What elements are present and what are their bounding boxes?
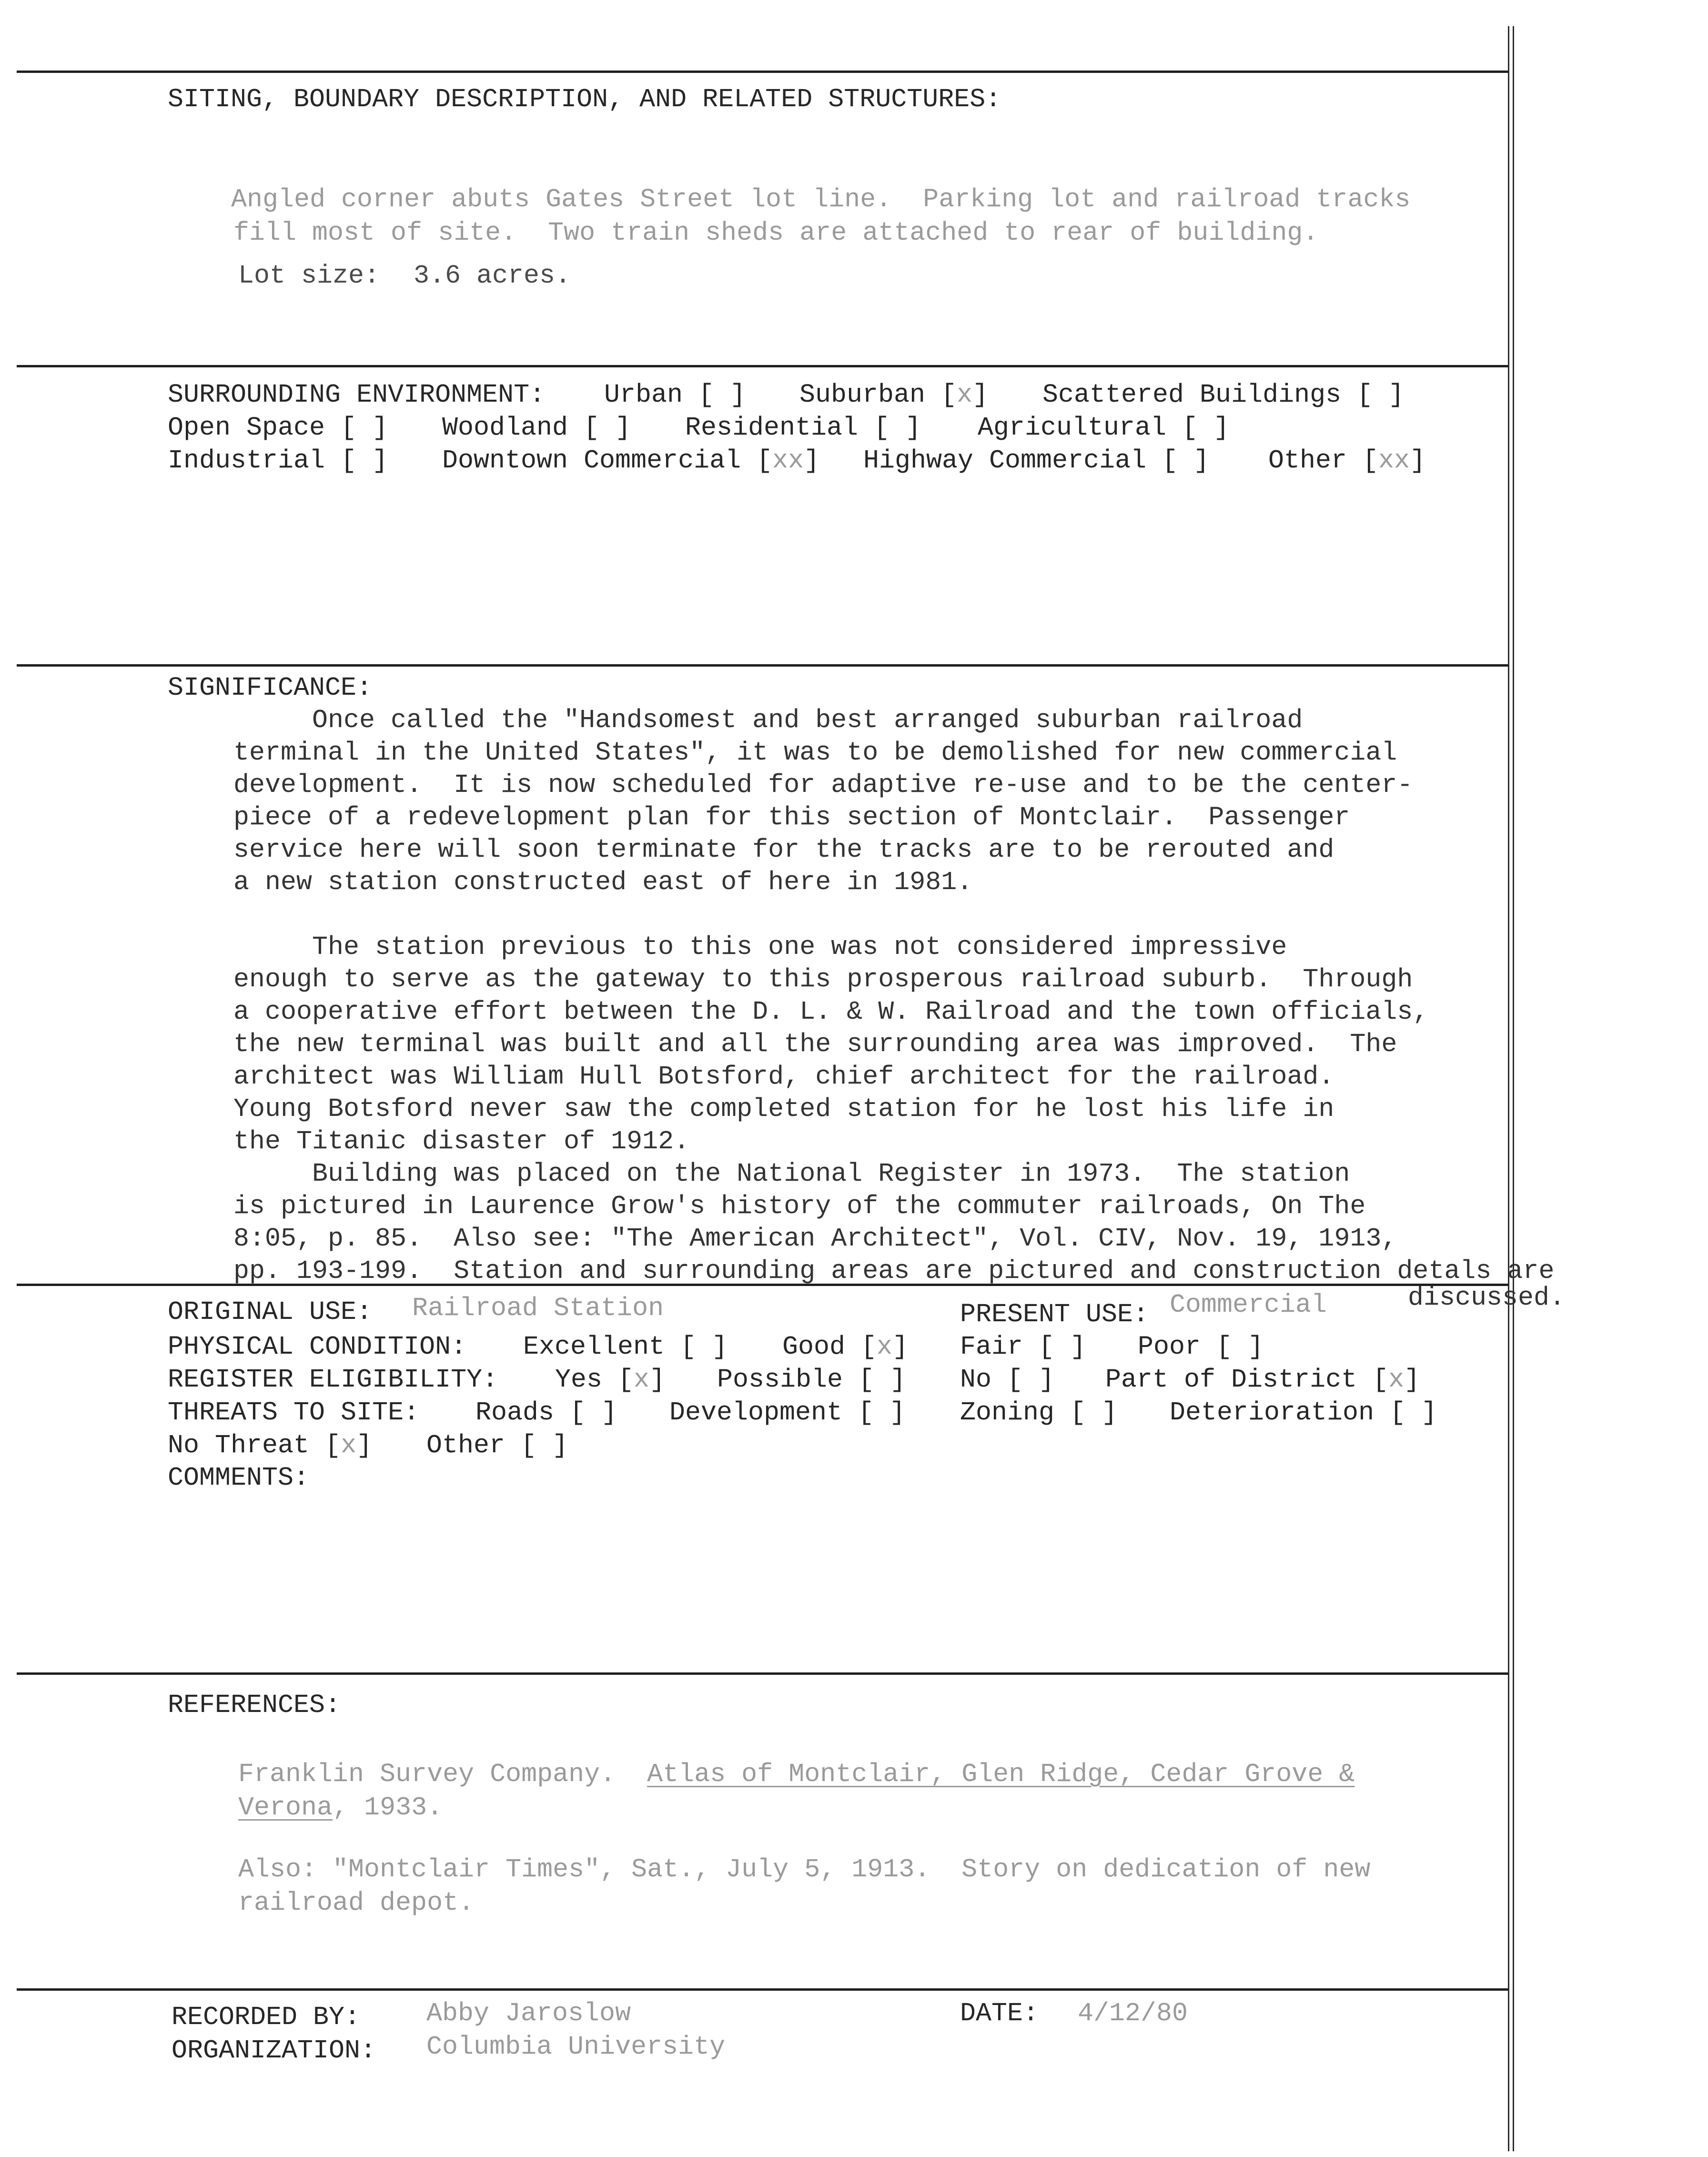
register-option-part-of-district[interactable]: Part of District [x] <box>1105 1365 1420 1395</box>
env-option-open-space[interactable]: Open Space [ ] <box>168 413 388 443</box>
section-divider <box>17 1988 1508 1991</box>
threat-option-no-threat[interactable]: No Threat [x] <box>168 1430 373 1460</box>
threat-option-other[interactable]: Other [ ] <box>426 1430 568 1460</box>
threat-option-development[interactable]: Development [ ] <box>669 1397 906 1428</box>
section-divider <box>17 1672 1508 1675</box>
env-option-scattered-buildings[interactable]: Scattered Buildings [ ] <box>1042 380 1405 410</box>
significance-heading: SIGNIFICANCE: <box>168 673 373 703</box>
significance-line: pp. 193-199. Station and surrounding areas are pictured and construction detals are <box>233 1256 1555 1286</box>
significance-line: 8:05, p. 85. Also see: "The American Architect", Vol. CIV, Nov. 19, 1913, <box>233 1224 1397 1254</box>
significance-line: development. It is now scheduled for adaptive re-use and to be the center- <box>233 770 1413 800</box>
env-option-suburban[interactable]: Suburban [x] <box>799 380 989 410</box>
significance-line: a new station constructed east of here in 1981. <box>233 867 973 897</box>
significance-line: the Titanic disaster of 1912. <box>233 1126 690 1156</box>
env-option-downtown-commercial[interactable]: Downtown Commercial [xx] <box>442 446 820 476</box>
significance-line: architect was William Hull Botsford, chief architect for the railroad. <box>233 1062 1334 1092</box>
env-option-agricultural[interactable]: Agricultural [ ] <box>978 413 1230 443</box>
siting-text-line: fill most of site. Two train sheds are attached to rear of building. <box>233 218 1319 248</box>
organization-value[interactable]: Columbia University <box>426 2032 726 2062</box>
environment-heading: SURROUNDING ENVIRONMENT: <box>168 380 546 410</box>
significance-line: is pictured in Laurence Grow's history of the commuter railroads, On The <box>233 1191 1366 1221</box>
date-value[interactable]: 4/12/80 <box>1078 1998 1188 2028</box>
threats-label: THREATS TO SITE: <box>168 1397 420 1428</box>
reference-title: Verona <box>238 1792 333 1823</box>
significance-line: enough to serve as the gateway to this prosperous railroad suburb. Through <box>233 964 1413 994</box>
significance-line: The station previous to this one was not considered impressive <box>233 932 1287 962</box>
present-use-label: PRESENT USE: <box>960 1299 1149 1329</box>
siting-text-line: Angled corner abuts Gates Street lot line. Parking lot and railroad tracks <box>231 184 1411 214</box>
register-option-yes[interactable]: Yes [x] <box>555 1365 666 1395</box>
lot-size-label: Lot size: <box>238 261 380 291</box>
register-option-no[interactable]: No [ ] <box>960 1365 1055 1395</box>
reference-line: Also: "Montclair Times", Sat., July 5, 1913. Story on dedication of new <box>238 1854 1371 1884</box>
physical-condition-label: PHYSICAL CONDITION: <box>168 1332 467 1362</box>
env-option-residential[interactable]: Residential [ ] <box>685 413 921 443</box>
register-eligibility-label: REGISTER ELIGIBILITY: <box>168 1365 498 1395</box>
lot-size-value: 3.6 acres. <box>414 261 571 291</box>
recorded-by-value[interactable]: Abby Jaroslow <box>426 1998 631 2028</box>
comments-label: COMMENTS: <box>168 1463 310 1493</box>
condition-option-fair[interactable]: Fair [ ] <box>960 1332 1086 1362</box>
recorded-by-label: RECORDED BY: <box>172 2002 361 2032</box>
references-heading: REFERENCES: <box>168 1690 341 1720</box>
significance-line: Once called the "Handsomest and best arranged suburban railroad <box>233 705 1303 735</box>
siting-heading: SITING, BOUNDARY DESCRIPTION, AND RELATED STRUCTURES: <box>168 84 1001 114</box>
original-use-value[interactable]: Railroad Station <box>412 1293 664 1323</box>
reference-title: Atlas of Montclair, Glen Ridge, Cedar Grove & <box>647 1759 1355 1789</box>
condition-option-poor[interactable]: Poor [ ] <box>1138 1332 1264 1362</box>
significance-line: terminal in the United States", it was to be demolished for new commercial <box>233 738 1397 768</box>
significance-line: a cooperative effort between the D. L. & W. Railroad and the town officials, <box>233 997 1429 1027</box>
significance-line: the new terminal was built and all the surrounding area was improved. The <box>233 1029 1397 1059</box>
significance-line: service here will soon terminate for the tracks are to be rerouted and <box>233 835 1334 865</box>
date-label: DATE: <box>960 1998 1039 2028</box>
register-option-possible[interactable]: Possible [ ] <box>717 1365 906 1395</box>
condition-option-excellent[interactable]: Excellent [ ] <box>523 1332 728 1362</box>
env-option-industrial[interactable]: Industrial [ ] <box>168 446 388 476</box>
threat-option-deterioration[interactable]: Deterioration [ ] <box>1170 1397 1437 1428</box>
condition-option-good[interactable]: Good [x] <box>782 1332 909 1362</box>
reference-line: Franklin Survey Company. Atlas of Montclair, Glen Ridge, Cedar Grove & <box>238 1759 1355 1789</box>
section-divider <box>17 71 1508 73</box>
present-use-value[interactable]: Commercial <box>1170 1290 1327 1320</box>
env-option-highway-commercial[interactable]: Highway Commercial [ ] <box>863 446 1210 476</box>
significance-line: Young Botsford never saw the completed station for he lost his life in <box>233 1094 1334 1124</box>
env-option-other[interactable]: Other [xx] <box>1268 446 1426 476</box>
threat-option-zoning[interactable]: Zoning [ ] <box>960 1397 1118 1428</box>
significance-line: piece of a redevelopment plan for this section of Montclair. Passenger <box>233 802 1350 832</box>
env-option-woodland[interactable]: Woodland [ ] <box>442 413 631 443</box>
organization-label: ORGANIZATION: <box>172 2035 376 2066</box>
section-divider <box>17 365 1508 367</box>
original-use-label: ORIGINAL USE: <box>168 1297 373 1327</box>
significance-overflow-word: discussed. <box>1408 1283 1566 1313</box>
reference-line: Verona, 1933. <box>238 1792 443 1823</box>
reference-line: railroad depot. <box>238 1888 475 1918</box>
env-option-urban[interactable]: Urban [ ] <box>604 380 746 410</box>
threat-option-roads[interactable]: Roads [ ] <box>475 1397 617 1428</box>
section-divider <box>17 664 1508 667</box>
significance-line: Building was placed on the National Register in 1973. The station <box>233 1159 1350 1189</box>
